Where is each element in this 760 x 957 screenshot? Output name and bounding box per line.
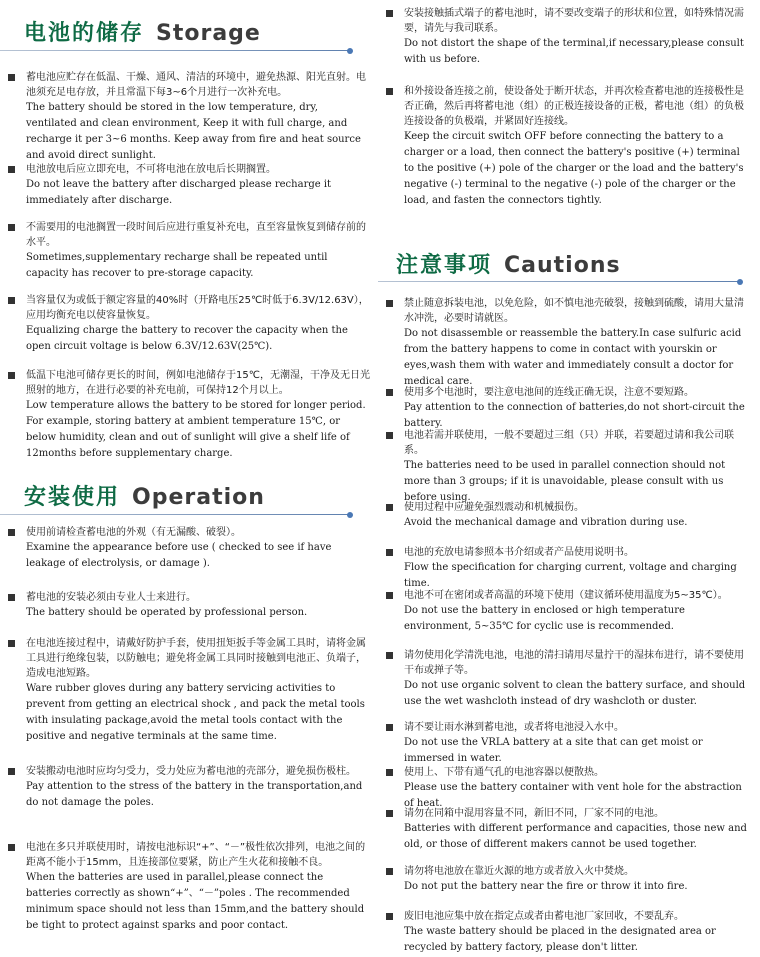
operation-continued-en: Do not distort the shape of the terminal,if necessary,please consult with us before. — [404, 38, 744, 65]
caution-item-zh: 电池的充放电请参照本书介绍或者产品使用说明书。 — [404, 547, 634, 558]
caution-item-en: The waste battery should be placed in the designated area or recycled by battery factory, please don't litter. — [404, 926, 716, 953]
bullet-icon — [386, 300, 393, 307]
caution-item-zh: 使用多个电池时，要注意电池间的连线正确无误，注意不要短路。 — [404, 387, 694, 398]
operation-item-zh: 使用前请检查蓄电池的外观（有无漏酸、破裂）。 — [26, 527, 241, 538]
caution-item — [386, 864, 752, 895]
caution-item — [386, 545, 752, 592]
caution-item-zh: 废旧电池应集中放在指定点或者由蓄电池厂家回收，不要乱弃。 — [404, 911, 684, 922]
operation-item-en: Examine the appearance before use ( checked to see if have leakage of electrolysis, or damage ). — [26, 542, 332, 569]
bullet-icon — [386, 88, 393, 95]
storage-title-en: Storage — [156, 21, 261, 46]
caution-item — [386, 648, 752, 710]
caution-item-en: Batteries with different performance and capacities, those new and old, or those of different makers cannot be used together. — [404, 823, 747, 850]
bullet-icon — [386, 549, 393, 556]
storage-item-zh: 蓄电池应贮存在低温、干燥、通风、清洁的环境中，避免热源、阳光直射。电池须充足电存放，并且常温下每3~6个月进行一次补充电。 — [26, 72, 366, 98]
operation-title-en: Operation — [132, 485, 265, 510]
bullet-icon — [386, 592, 393, 599]
caution-item-zh: 请勿使用化学清洗电池，电池的清扫请用尽量拧干的湿抹布进行，请不要使用干布或掸子等。 — [404, 650, 744, 676]
operation-continued-item — [386, 84, 752, 209]
operation-item-zh: 在电池连接过程中，请戴好防护手套，使用扭矩扳手等金属工具时，请将金属工具进行绝缘包装，以防触电；避免将金属工具同时接触到电池正、负端子，造成电池短路。 — [26, 638, 366, 679]
operation-item-zh: 蓄电池的安装必须由专业人士来进行。 — [26, 592, 196, 603]
caution-item-en: Please use the battery container with vent hole for the abstraction of heat. — [404, 782, 742, 809]
bullet-icon — [386, 504, 393, 511]
caution-item-zh: 请不要让雨水淋到蓄电池，或者将电池浸入水中。 — [404, 722, 624, 733]
caution-item — [386, 385, 752, 432]
operation-item — [8, 840, 371, 934]
caution-item-en: The batteries need to be used in parallel connection should not more than 3 groups; if it is unavoidable, please consult with us before using. — [404, 460, 726, 503]
cautions-heading — [396, 248, 621, 279]
caution-item-en: Do not disassemble or reassemble the battery.In case sulfuric acid from the battery happens to come in contact with yourskin or eyes,wash them with water and immediately consult a doctor for medical care. — [404, 328, 742, 387]
storage-item-en: Sometimes,supplementary recharge shall be repeated until capacity has recover to pre-storage capacity. — [26, 252, 328, 279]
caution-item-zh: 禁止随意拆装电池，以免危险，如不慎电池壳破裂，接触到硫酸，请用大量清水冲洗，必要时请就医。 — [404, 298, 744, 324]
divider-dot — [347, 48, 353, 54]
bullet-icon — [8, 640, 15, 647]
storage-heading — [24, 16, 261, 47]
caution-item — [386, 428, 752, 506]
storage-item — [8, 162, 371, 209]
storage-item-en: The battery should be stored in the low temperature, dry, ventilated and clean environment, Keep it with full charge, and recharge it per 3~6 months. Keep away from fire and heat source and avoid direct sunlight. — [26, 102, 361, 161]
caution-item-zh: 请勿将电池放在靠近火源的地方或者放入火中焚烧。 — [404, 866, 634, 877]
cautions-title-en: Cautions — [504, 253, 621, 278]
caution-item-en: Pay attention to the connection of batteries,do not short-circuit the battery. — [404, 402, 745, 429]
bullet-icon — [386, 724, 393, 731]
caution-item — [386, 500, 752, 531]
operation-continued-item — [386, 6, 752, 68]
storage-item-zh: 电池放电后应立即充电，不可将电池在放电后长期搁置。 — [26, 164, 276, 175]
caution-item-en: Do not put the battery near the fire or throw it into fire. — [404, 881, 688, 892]
storage-item-zh: 不需要用的电池搁置一段时间后应进行重复补充电，直至容量恢复到储存前的水平。 — [26, 222, 366, 248]
storage-item — [8, 368, 371, 462]
caution-item-zh: 电池不可在密闭或者高温的环境下使用（建议循环使用温度为5~35℃）。 — [404, 590, 728, 601]
bullet-icon — [386, 10, 393, 17]
caution-item — [386, 909, 752, 956]
bullet-icon — [8, 594, 15, 601]
caution-item-zh: 请勿在同箱中混用容量不同，新旧不同，厂家不同的电池。 — [404, 808, 664, 819]
bullet-icon — [8, 166, 15, 173]
storage-divider — [0, 50, 350, 51]
cautions-title-zh: 注意事项 — [396, 253, 493, 278]
caution-item-en: Do not use the battery in enclosed or high temperature environment, 5~35℃ for cyclic use is recommended. — [404, 605, 685, 632]
caution-item-zh: 使用上、下带有通气孔的电池容器以便散热。 — [404, 767, 604, 778]
bullet-icon — [386, 913, 393, 920]
bullet-icon — [386, 868, 393, 875]
operation-item-en: Pay attention to the stress of the battery in the transportation,and do not damage the poles. — [26, 781, 363, 808]
bullet-icon — [386, 652, 393, 659]
operation-continued-en: Keep the circuit switch OFF before connecting the battery to a charger or a load, then connect the battery's positive (+) terminal to the positive (+) pole of the charger or the load and the battery's negative (-) terminal to the negative (-) pole of the charger or the load, and fasten the connectors tightly. — [404, 131, 744, 206]
caution-item-zh: 使用过程中应避免强烈震动和机械损伤。 — [404, 502, 584, 513]
operation-heading — [24, 480, 265, 511]
caution-item — [386, 806, 752, 853]
caution-item — [386, 588, 752, 635]
bullet-icon — [8, 372, 15, 379]
operation-divider — [0, 514, 350, 515]
storage-item-en: Low temperature allows the battery to be stored for longer period. For example, storing battery at ambient temperature 15℃, or below humidity, clean and out of sunlight will give a shelf life of 12months before supplementary charge. — [26, 400, 366, 459]
storage-item-en: Equalizing charge the battery to recover the capacity when the open circuit voltage is below 6.3V/12.63V(25℃). — [26, 325, 348, 352]
bullet-icon — [8, 768, 15, 775]
bullet-icon — [8, 297, 15, 304]
storage-item-zh: 当容量仅为或低于额定容量的40%时（开路电压25℃时低于6.3V/12.63V），应用均衡充电以使容量恢复。 — [26, 295, 369, 321]
caution-item — [386, 765, 752, 812]
storage-item — [8, 70, 371, 164]
operation-continued-zh: 和外接设备连接之前，使设备处于断开状态，并再次检查蓄电池的连接极性是否正确，然后再将蓄电池（组）的正极连接设备的正极，蓄电池（组）的负极连接设备的负极端，并紧固好连接线。 — [404, 86, 744, 127]
caution-item-zh: 电池若需并联使用，一般不要超过三组（只）并联，若要超过请和我公司联系。 — [404, 430, 734, 456]
operation-item-en: The battery should be operated by professional person. — [26, 607, 308, 618]
operation-item — [8, 590, 371, 621]
operation-continued-zh: 安装接触插式端子的蓄电池时，请不要改变端子的形状和位置，如特殊情况需要，请先与我司联系。 — [404, 8, 744, 34]
bullet-icon — [386, 769, 393, 776]
bullet-icon — [8, 74, 15, 81]
bullet-icon — [8, 844, 15, 851]
bullet-icon — [386, 810, 393, 817]
storage-item-zh: 低温下电池可储存更长的时间，例如电池储存于15℃，无潮湿，干净及无日光照射的地方，在进行必要的补充电前，可保持12个月以上。 — [26, 370, 370, 396]
operation-title-zh: 安装使用 — [24, 485, 121, 510]
storage-item — [8, 293, 371, 355]
storage-item — [8, 220, 371, 282]
caution-item — [386, 720, 752, 767]
operation-item — [8, 636, 371, 745]
operation-item-en: When the batteries are used in parallel,please connect the batteries correctly as shown“+”、“－”poles . The recommended minimum space should not less than 15mm,and the battery should be tight to protect against sparks and poor contact. — [26, 872, 365, 931]
operation-item-zh: 安装搬动电池时应均匀受力，受力处应为蓄电池的壳部分，避免损伤极柱。 — [26, 766, 356, 777]
storage-item-en: Do not leave the battery after discharged please recharge it immediately after discharge. — [26, 179, 332, 206]
bullet-icon — [386, 389, 393, 396]
bullet-icon — [8, 529, 15, 536]
operation-item-zh: 电池在多只并联使用时，请按电池标识“+”、“－”极性依次排列，电池之间的距离不能小于15mm，且连接部位要紧，防止产生火花和接触不良。 — [26, 842, 366, 868]
bullet-icon — [8, 224, 15, 231]
divider-dot — [347, 512, 353, 518]
caution-item — [386, 296, 752, 390]
divider-dot — [737, 279, 743, 285]
operation-item — [8, 764, 371, 811]
caution-item-en: Flow the specification for charging current, voltage and charging time. — [404, 562, 737, 589]
cautions-divider — [378, 281, 740, 282]
bullet-icon — [386, 432, 393, 439]
caution-item-en: Do not use the VRLA battery at a site that can get moist or immersed in water. — [404, 737, 703, 764]
operation-item — [8, 525, 371, 572]
operation-item-en: Ware rubber gloves during any battery servicing activities to prevent from getting an electrical shock , and pack the metal tools with insulating package,avoid the metal tools contact with the positive and negative terminals at the same time. — [26, 683, 365, 742]
caution-item-en: Avoid the mechanical damage and vibration during use. — [404, 517, 688, 528]
caution-item-en: Do not use organic solvent to clean the battery surface, and should use the wet washcloth instead of dry washcloth or duster. — [404, 680, 746, 707]
storage-title-zh: 电池的储存 — [24, 21, 145, 46]
